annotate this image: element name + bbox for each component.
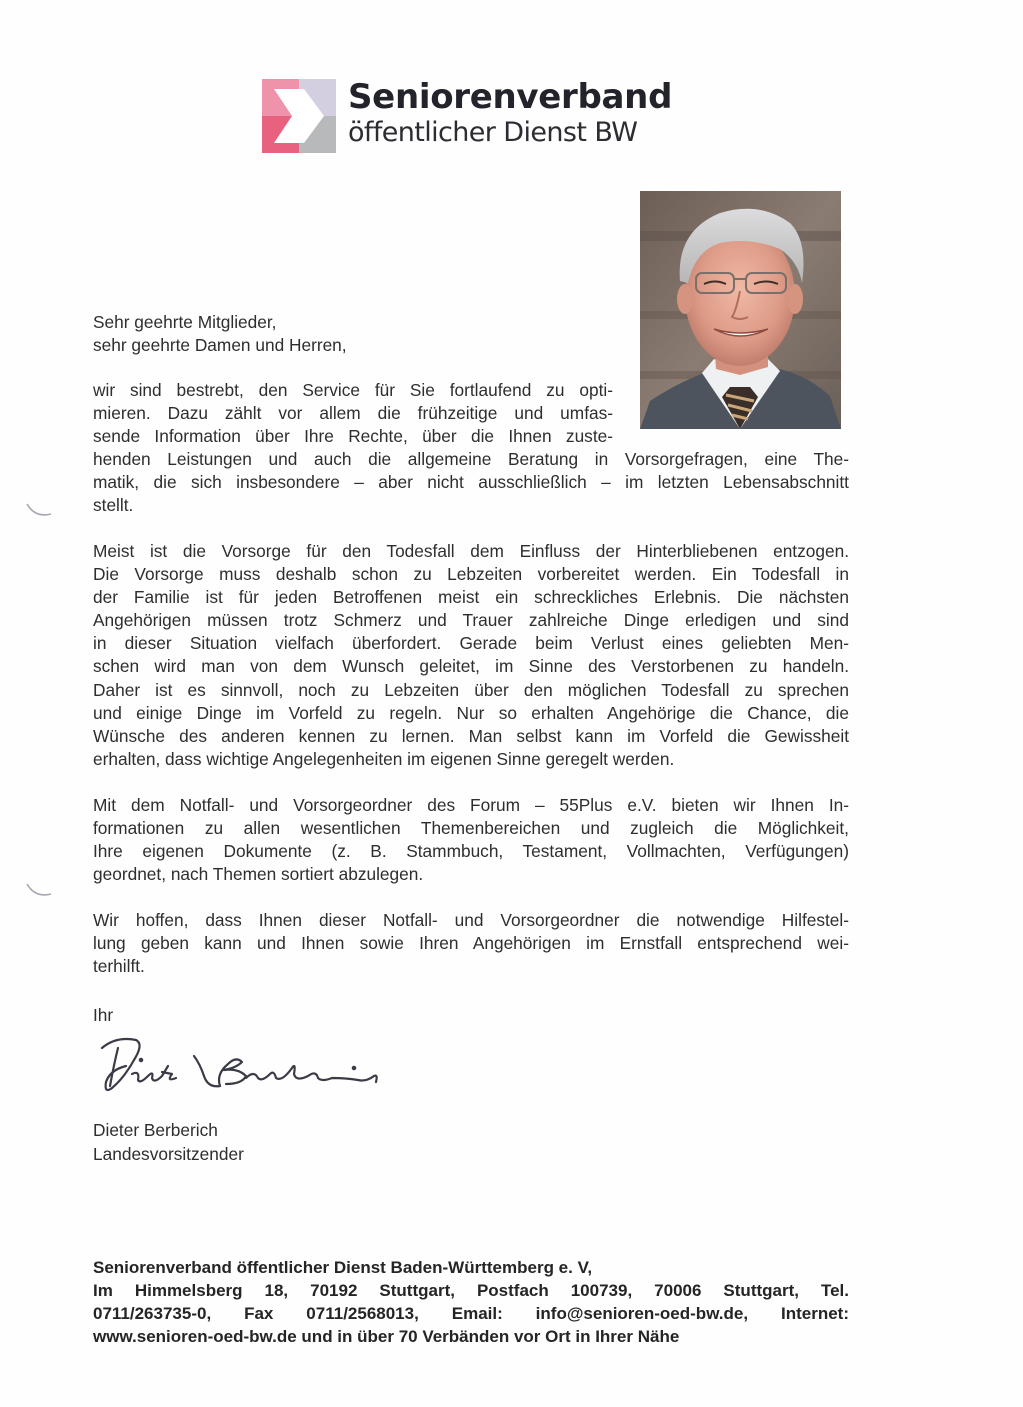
footer-line: 0711/263735-0, Fax 0711/2568013, Email: info@senioren-oed-bw.de, Internet: xyxy=(93,1304,849,1324)
body-paragraph xyxy=(93,540,849,771)
text-line: in dieser Situation vielfach überfordert. Gerade beim Verlust eines geliebten Men- xyxy=(93,633,849,654)
text-line: stellt. xyxy=(93,495,134,516)
logo-subtitle: öffentlicher Dienst BW xyxy=(348,117,638,148)
text-line: terhilft. xyxy=(93,956,145,977)
footer-line: Seniorenverband öffentlicher Dienst Baden-Württemberg e. V, xyxy=(93,1258,593,1277)
text-line: Angehörigen müssen trotz Schmerz und Trauer zahlreiche Dinge erledigen und sind xyxy=(93,610,849,631)
signer-name: Dieter Berberich xyxy=(93,1120,218,1140)
footer-address xyxy=(93,1256,849,1348)
signer-title: Landesvorsitzender xyxy=(93,1143,244,1164)
text-line: Die Vorsorge muss deshalb schon zu Lebzeiten vorbereitet werden. Ein Todesfall in xyxy=(93,564,849,585)
salutation xyxy=(93,311,347,357)
text-line: wir sind bestrebt, den Service für Sie fortlaufend zu opti- xyxy=(93,380,613,400)
footer-line: www.senioren-oed-bw.de und in über 70 Verbänden vor Ort in Ihrer Nähe xyxy=(93,1327,680,1347)
closing: Ihr xyxy=(93,1005,114,1025)
chevron-arrow-logo-icon xyxy=(262,79,336,153)
text-line: schen wird man von dem Wunsch geleitet, im Sinne des Verstorbenen zu handeln. xyxy=(93,656,849,677)
text-line: mieren. Dazu zählt vor allem die frühzeitige und umfas- xyxy=(93,403,613,424)
text-line: henden Leistungen und auch die allgemeine Beratung in Vorsorgefragen, eine The- xyxy=(93,449,849,470)
body-paragraph xyxy=(93,794,849,886)
footer-line: Im Himmelsberg 18, 70192 Stuttgart, Postfach 100739, 70006 Stuttgart, Tel. xyxy=(93,1281,849,1301)
logo-title: Seniorenverband xyxy=(348,77,673,117)
text-line: Ihre eigenen Dokumente (z. B. Stammbuch, Testament, Vollmachten, Verfügungen) xyxy=(93,841,849,862)
text-line: formationen zu allen wesentlichen Themenbereichen und zugleich die Möglichkeit, xyxy=(93,818,849,839)
text-line: sende Information über Ihre Rechte, über die Ihnen zuste- xyxy=(93,426,613,447)
text-line: Meist ist die Vorsorge für den Todesfall dem Einfluss der Hinterbliebenen entzogen. xyxy=(93,541,849,561)
text-line: Wünsche des anderen kennen zu lernen. Man selbst kann im Vorfeld die Gewissheit xyxy=(93,725,849,746)
text-line: Daher ist es sinnvoll, noch zu Lebzeiten über den möglichen Todesfall zu sprechen xyxy=(93,679,849,700)
text-line: geordnet, nach Themen sortiert abzulegen. xyxy=(93,864,424,885)
text-line: lung geben kann und Ihnen sowie Ihren Angehörigen im Ernstfall entsprechend wei- xyxy=(93,933,849,954)
punch-hole-mark xyxy=(25,880,55,900)
text-line: matik, die sich insbesondere – aber nicht ausschließlich – im letzten Lebensabschnitt xyxy=(93,472,849,493)
punch-hole-mark xyxy=(25,500,55,520)
salutation-line: Sehr geehrte Mitglieder, xyxy=(93,312,277,332)
salutation-line: sehr geehrte Damen und Herren, xyxy=(93,335,347,355)
text-line: erhalten, dass wichtige Angelegenheiten im eigenen Sinne geregelt werden. xyxy=(93,748,675,769)
text-line: der Familie ist für jeden Betroffenen meist ein schreckliches Erlebnis. Die nächsten xyxy=(93,587,849,608)
text-line: Wir hoffen, dass Ihnen dieser Notfall- und Vorsorgeordner die notwendige Hilfestel- xyxy=(93,910,849,930)
body-paragraph xyxy=(93,909,849,978)
text-line: und einige Dinge im Vorfeld zu regeln. Nur so erhalten Angehörige die Chance, die xyxy=(93,702,849,723)
signer-block xyxy=(93,1119,244,1166)
text-line: Mit dem Notfall- und Vorsorgeordner des Forum – 55Plus e.V. bieten wir Ihnen In- xyxy=(93,795,849,815)
body-paragraph xyxy=(93,379,849,518)
handwritten-signature-icon xyxy=(96,1030,386,1102)
organization-logo xyxy=(262,79,672,153)
